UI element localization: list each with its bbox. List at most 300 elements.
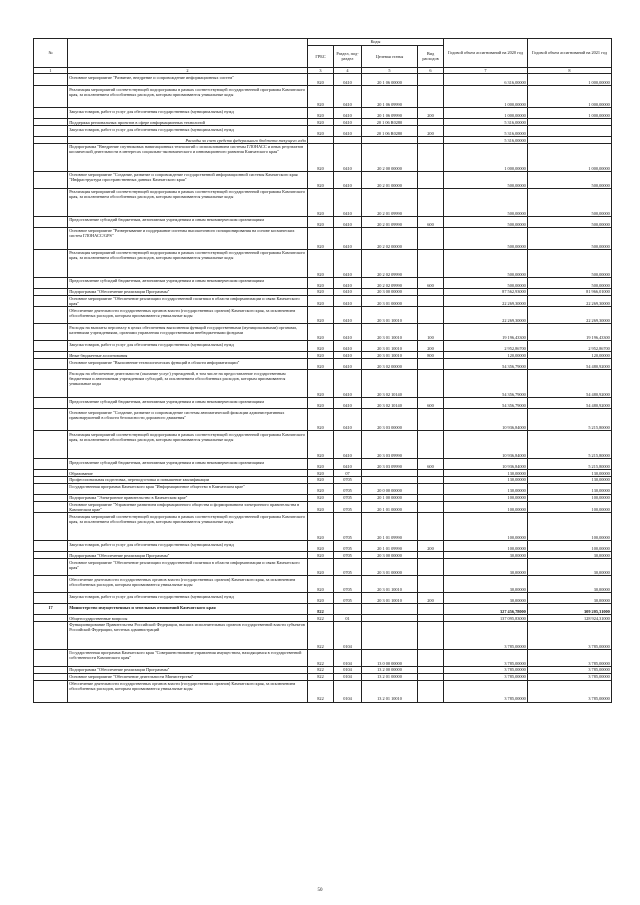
row-name: Предоставление субсидий бюджетным, автономным учреждениям и иным некоммерческим организациям [68, 459, 308, 470]
row-volume-2020: 137 095,83000 [444, 615, 528, 622]
row-number [34, 188, 68, 216]
row-razdel: 0410 [334, 119, 362, 126]
row-grbs: 822 [308, 615, 334, 622]
column-number-row [34, 67, 612, 74]
row-razdel: 0410 [334, 370, 362, 398]
row-volume-2021: 128 924,31000 [528, 615, 612, 622]
row-target-article: 20 3 03 09990 [362, 459, 418, 470]
row-razdel: 0104 [334, 621, 362, 649]
row-number [34, 673, 68, 680]
row-name: Предоставление субсидий бюджетным, автономным учреждениям и иным некоммерческим организациям [68, 398, 308, 409]
row-name: Обеспечение деятельности государственных органов власти (государственных органов) Камчатского края, за исключением обособленных расходов, которым присваиваются уникальные коды [68, 576, 308, 593]
row-razdel [334, 137, 362, 144]
row-expense-type [418, 513, 444, 541]
row-target-article: 20 1 06 R0280 [362, 119, 418, 126]
row-expense-type [418, 249, 444, 277]
row-volume-2020: 10 936,84000 [444, 409, 528, 431]
row-expense-type [418, 137, 444, 144]
row-grbs: 820 [308, 143, 334, 171]
table-row [34, 615, 612, 622]
row-target-article: 20 1 06 00000 [362, 74, 418, 86]
row-number [34, 666, 68, 673]
row-name: Поддержка региональных проектов в сфере информационных технологий [68, 119, 308, 126]
row-expense-type [418, 431, 444, 459]
row-grbs: 820 [308, 352, 334, 359]
row-expense-type: 200 [418, 341, 444, 352]
row-number [34, 494, 68, 501]
row-volume-2020: 3 785,00000 [444, 621, 528, 649]
row-number [34, 307, 68, 324]
row-expense-type [418, 649, 444, 666]
row-volume-2021: 3 785,00000 [528, 666, 612, 673]
table-row [34, 649, 612, 666]
row-volume-2020: 30,00000 [444, 559, 528, 576]
row-volume-2020: 500,00000 [444, 227, 528, 249]
row-grbs: 820 [308, 171, 334, 188]
row-expense-type [418, 188, 444, 216]
row-razdel: 0410 [334, 352, 362, 359]
col-number: 2 [68, 67, 308, 74]
table-row [34, 171, 612, 188]
row-razdel: 0410 [334, 341, 362, 352]
row-razdel: 0410 [334, 126, 362, 137]
row-volume-2021: 5 215,80000 [528, 409, 612, 431]
table-row [34, 604, 612, 615]
row-number [34, 143, 68, 171]
col-number: 3 [308, 67, 334, 74]
row-target-article: 20 2 01 00000 [362, 171, 418, 188]
row-volume-2020: 5 316,00000 [444, 126, 528, 137]
row-target-article: 20 3 01 00000 [362, 559, 418, 576]
row-target-article: 20 3 02 00000 [362, 359, 418, 370]
table-row [34, 288, 612, 295]
row-volume-2020: 500,00000 [444, 188, 528, 216]
row-number [34, 483, 68, 494]
table-row [34, 295, 612, 307]
row-number [34, 431, 68, 459]
row-target-article: 13 2 01 00000 [362, 673, 418, 680]
row-number [34, 108, 68, 119]
row-grbs: 820 [308, 227, 334, 249]
row-razdel: 01 [334, 615, 362, 622]
row-name: Предоставление субсидий бюджетным, автономным учреждениям и иным некоммерческим организациям [68, 277, 308, 288]
header-grbs: ГРБС [308, 45, 334, 67]
row-number [34, 295, 68, 307]
row-target-article: 20 3 03 00000 [362, 409, 418, 431]
row-expense-type [418, 576, 444, 593]
row-expense-type: 200 [418, 541, 444, 552]
row-name: Закупка товаров, работ и услуг для обеспечения государственных (муниципальных) нужд [68, 341, 308, 352]
row-grbs: 820 [308, 501, 334, 513]
row-name: Обеспечение деятельности государственных органов власти (государственных органов) Камчатского края, за исключением обособленных расходов, которым присваиваются уникальные коды [68, 307, 308, 324]
row-volume-2020: 1 000,00000 [444, 143, 528, 171]
header-expense-type: Вид расходов [418, 45, 444, 67]
row-name: Основное мероприятие "Выполнение технологических функций в области информатизации" [68, 359, 308, 370]
row-volume-2021: 120,00000 [528, 352, 612, 359]
row-grbs: 820 [308, 494, 334, 501]
row-volume-2020: 3 785,00000 [444, 673, 528, 680]
row-volume-2020: 130,00000 [444, 477, 528, 484]
row-name: Закупка товаров, работ и услуг для обеспечения государственных (муниципальных) нужд [68, 108, 308, 119]
row-grbs [308, 137, 334, 144]
row-volume-2021: 1 000,00000 [528, 143, 612, 171]
row-number [34, 324, 68, 341]
row-grbs: 820 [308, 307, 334, 324]
table-row [34, 86, 612, 108]
row-name: Подпрограмма "Обеспечение реализации Программы" [68, 288, 308, 295]
row-number [34, 552, 68, 559]
table-row [34, 593, 612, 604]
row-grbs: 820 [308, 459, 334, 470]
row-razdel: 0410 [334, 277, 362, 288]
table-row [34, 513, 612, 541]
row-target-article: 20 3 02 10140 [362, 398, 418, 409]
row-volume-2020: 500,00000 [444, 277, 528, 288]
table-row [34, 431, 612, 459]
row-volume-2021: 500,00000 [528, 277, 612, 288]
row-expense-type [418, 119, 444, 126]
row-grbs: 820 [308, 341, 334, 352]
row-target-article: 20 3 03 09990 [362, 431, 418, 459]
row-target-article: 20 1 06 09990 [362, 108, 418, 119]
row-grbs: 820 [308, 483, 334, 494]
row-volume-2021: 30,00000 [528, 593, 612, 604]
row-razdel: 0104 [334, 680, 362, 702]
row-volume-2021: 500,00000 [528, 188, 612, 216]
table-row [34, 352, 612, 359]
row-volume-2021: 1 000,00000 [528, 74, 612, 86]
table-row [34, 74, 612, 86]
row-name: Подпрограмма "Электронное правительство в Камчатском крае" [68, 494, 308, 501]
row-volume-2021: 5 215,80000 [528, 459, 612, 470]
row-volume-2020: 100,00000 [444, 501, 528, 513]
row-grbs: 820 [308, 513, 334, 541]
row-target-article: 20 1 06 R0280 [362, 126, 418, 137]
table-row [34, 108, 612, 119]
row-volume-2021: 500,00000 [528, 216, 612, 227]
table-row [34, 126, 612, 137]
row-number [34, 137, 68, 144]
row-volume-2021: 100,00000 [528, 501, 612, 513]
row-razdel: 0410 [334, 324, 362, 341]
row-razdel: 0410 [334, 108, 362, 119]
row-razdel: 0104 [334, 649, 362, 666]
row-number [34, 459, 68, 470]
row-target-article [362, 137, 418, 144]
table-row [34, 398, 612, 409]
row-number [34, 513, 68, 541]
row-volume-2020: 327 456,78000 [444, 604, 528, 615]
row-grbs: 820 [308, 398, 334, 409]
row-grbs: 820 [308, 324, 334, 341]
row-number [34, 409, 68, 431]
row-expense-type [418, 604, 444, 615]
row-volume-2021: 100,00000 [528, 513, 612, 541]
row-grbs: 820 [308, 108, 334, 119]
table-row [34, 470, 612, 477]
row-grbs: 820 [308, 559, 334, 576]
row-target-article [362, 477, 418, 484]
row-volume-2020: 3 785,00000 [444, 680, 528, 702]
row-target-article: 20 1 00 00000 [362, 494, 418, 501]
row-volume-2021: 81 966,01000 [528, 288, 612, 295]
row-target-article: 20 2 01 09990 [362, 188, 418, 216]
row-target-article: 20 2 01 09990 [362, 216, 418, 227]
row-expense-type: 200 [418, 593, 444, 604]
table-row [34, 359, 612, 370]
row-volume-2020: 19 196,43300 [444, 324, 528, 341]
row-volume-2020: 1 000,00000 [444, 86, 528, 108]
row-volume-2020: 22 269,30000 [444, 307, 528, 324]
row-expense-type [418, 409, 444, 431]
header-volume-2021: Годовой объем ассигнований на 2021 год [528, 39, 612, 68]
row-name: Обеспечение деятельности государственных органов власти (государственных органов) Камчатского края, за исключением обособленных расходов, которым присваиваются уникальные коды [68, 680, 308, 702]
row-razdel: 0410 [334, 74, 362, 86]
row-number [34, 501, 68, 513]
table-row [34, 559, 612, 576]
row-grbs: 820 [308, 593, 334, 604]
row-number [34, 559, 68, 576]
row-volume-2020: 10 936,84000 [444, 431, 528, 459]
row-number [34, 288, 68, 295]
row-target-article: 20 1 01 00000 [362, 501, 418, 513]
row-razdel: 0705 [334, 501, 362, 513]
row-name: Иные бюджетные ассигнования [68, 352, 308, 359]
row-volume-2021: 30,00000 [528, 576, 612, 593]
row-razdel: 0705 [334, 513, 362, 541]
table-row [34, 370, 612, 398]
row-number [34, 227, 68, 249]
row-expense-type: 800 [418, 352, 444, 359]
table-row [34, 621, 612, 649]
table-row [34, 501, 612, 513]
row-expense-type: 600 [418, 277, 444, 288]
row-razdel: 0410 [334, 227, 362, 249]
row-expense-type [418, 680, 444, 702]
row-volume-2020: 5 316,00000 [444, 119, 528, 126]
row-volume-2021: 54 480,92000 [528, 359, 612, 370]
table-row [34, 409, 612, 431]
row-number [34, 621, 68, 649]
row-target-article: 20 3 00 00000 [362, 288, 418, 295]
row-number [34, 249, 68, 277]
row-volume-2020: 2 952,86700 [444, 341, 528, 352]
row-volume-2020: 6 316,00000 [444, 74, 528, 86]
table-body [34, 67, 612, 702]
row-volume-2020: 1 000,00000 [444, 108, 528, 119]
row-volume-2020: 500,00000 [444, 249, 528, 277]
row-grbs: 822 [308, 604, 334, 615]
row-volume-2020: 10 936,84000 [444, 459, 528, 470]
row-number: 17 [34, 604, 68, 615]
row-target-article: 20 3 01 00000 [362, 295, 418, 307]
row-number [34, 470, 68, 477]
row-razdel: 0104 [334, 673, 362, 680]
row-volume-2021: 5 215,80000 [528, 431, 612, 459]
row-volume-2021: 54 480,92000 [528, 370, 612, 398]
row-razdel: 0410 [334, 307, 362, 324]
row-expense-type [418, 307, 444, 324]
row-expense-type [418, 470, 444, 477]
row-razdel: 0410 [334, 295, 362, 307]
row-razdel: 0705 [334, 483, 362, 494]
row-target-article: 20 2 02 00000 [362, 227, 418, 249]
row-name: Министерство имущественных и земельных отношений Камчатского края [68, 604, 308, 615]
row-razdel: 0705 [334, 576, 362, 593]
budget-allocation-table [33, 38, 612, 703]
row-razdel: 0410 [334, 409, 362, 431]
row-volume-2021 [528, 137, 612, 144]
row-name: Реализация мероприятий соответствующей подпрограммы в рамках соответствующей государственной программы Камчатского края, за исключением обособленных расходов, которым присваиваются уникальные коды [68, 249, 308, 277]
row-target-article: 13 2 00 00000 [362, 666, 418, 673]
row-target-article: 20 3 01 10010 [362, 352, 418, 359]
row-expense-type [418, 86, 444, 108]
table-row [34, 552, 612, 559]
row-name: Основное мероприятие "Обеспечение реализации государственной политики в области информатизации и связи Камчатского края" [68, 295, 308, 307]
row-name: Расходы за счет средств федерального бюджета текущего года [68, 137, 308, 144]
table-row [34, 459, 612, 470]
row-volume-2020: 500,00000 [444, 171, 528, 188]
row-name: Основное мероприятие "Обеспечение деятельности Министерства" [68, 673, 308, 680]
row-razdel: 07 [334, 470, 362, 477]
row-razdel: 0705 [334, 541, 362, 552]
row-razdel: 0705 [334, 494, 362, 501]
row-number [34, 398, 68, 409]
row-volume-2021: 500,00000 [528, 249, 612, 277]
row-volume-2021: 3 785,00000 [528, 649, 612, 666]
row-target-article: 20 1 06 09990 [362, 86, 418, 108]
row-volume-2020: 100,00000 [444, 494, 528, 501]
row-name: Подпрограмма "Внедрение спутниковых навигационных технологий с использованием системы ГЛОНАСС и иных результатов космической деятельности в интересах социально-экономического и инновационного развития Камчатского края" [68, 143, 308, 171]
row-expense-type [418, 477, 444, 484]
table-row [34, 673, 612, 680]
row-grbs: 822 [308, 649, 334, 666]
table-row [34, 249, 612, 277]
row-grbs: 820 [308, 216, 334, 227]
row-name: Расходы на выплаты персоналу в целях обеспечения выполнения функций государственными (муниципальными) органами, казенными учреждениями, органами управления государственными внебюджетными фондами [68, 324, 308, 341]
row-expense-type [418, 552, 444, 559]
row-name: Государственная программа Камчатского края "Информационное общество в Камчатском крае" [68, 483, 308, 494]
header-codes-group: Коды [308, 39, 444, 46]
row-name: Реализация мероприятий соответствующей подпрограммы в рамках соответствующей государственной программы Камчатского края, за исключением обособленных расходов, которым присваиваются уникальные коды [68, 86, 308, 108]
header-target-article: Целевая статья [362, 45, 418, 67]
row-volume-2021 [528, 119, 612, 126]
row-expense-type [418, 227, 444, 249]
row-volume-2020: 30,00000 [444, 593, 528, 604]
row-expense-type: 200 [418, 108, 444, 119]
row-expense-type [418, 621, 444, 649]
row-target-article [362, 604, 418, 615]
row-expense-type [418, 673, 444, 680]
row-razdel: 0410 [334, 86, 362, 108]
row-expense-type: 200 [418, 126, 444, 137]
table-row [34, 137, 612, 144]
row-number [34, 277, 68, 288]
row-razdel: 0705 [334, 477, 362, 484]
table-row [34, 341, 612, 352]
row-volume-2020: 54 356,79000 [444, 398, 528, 409]
row-volume-2021: 54 480,92000 [528, 398, 612, 409]
row-razdel: 0410 [334, 216, 362, 227]
row-target-article: 20 2 02 09990 [362, 249, 418, 277]
row-razdel: 0104 [334, 666, 362, 673]
col-number: 6 [418, 67, 444, 74]
row-volume-2021: 130,00000 [528, 470, 612, 477]
row-razdel: 0410 [334, 288, 362, 295]
row-name: Функционирование Правительства Российской Федерации, высших исполнительных органов государственной власти субъектов Российской Федерации, местных администраций [68, 621, 308, 649]
row-target-article: 20 1 01 09990 [362, 513, 418, 541]
row-volume-2021: 3 785,00000 [528, 680, 612, 702]
row-volume-2021: 130,00000 [528, 483, 612, 494]
row-grbs: 820 [308, 409, 334, 431]
table-row [34, 666, 612, 673]
row-target-article [362, 470, 418, 477]
row-volume-2021: 1 000,00000 [528, 108, 612, 119]
row-grbs: 820 [308, 552, 334, 559]
row-volume-2020: 54 356,79000 [444, 370, 528, 398]
row-name: Закупка товаров, работ и услуг для обеспечения государственных (муниципальных) нужд [68, 126, 308, 137]
table-row [34, 576, 612, 593]
row-number [34, 541, 68, 552]
row-target-article: 20 2 00 00000 [362, 143, 418, 171]
row-razdel: 0410 [334, 359, 362, 370]
page-number: 50 [317, 888, 323, 893]
row-grbs: 820 [308, 74, 334, 86]
row-name: Реализация мероприятий соответствующей подпрограммы в рамках соответствующей государственной программы Камчатского края, за исключением обособленных расходов, которым присваиваются уникальные коды [68, 513, 308, 541]
row-number [34, 352, 68, 359]
table-row [34, 680, 612, 702]
row-number [34, 216, 68, 227]
row-name: Реализация мероприятий соответствующей подпрограммы в рамках соответствующей государственной программы Камчатского края, за исключением обособленных расходов, которым присваиваются уникальные коды [68, 188, 308, 216]
row-number [34, 74, 68, 86]
row-volume-2021: 30,00000 [528, 552, 612, 559]
row-razdel: 0705 [334, 593, 362, 604]
row-number [34, 370, 68, 398]
row-volume-2020: 30,00000 [444, 576, 528, 593]
row-volume-2020: 5 316,00000 [444, 137, 528, 144]
row-target-article: 20 0 00 00000 [362, 483, 418, 494]
row-grbs: 820 [308, 541, 334, 552]
row-number [34, 649, 68, 666]
row-volume-2020: 3 785,00000 [444, 666, 528, 673]
row-volume-2021: 130,00000 [528, 477, 612, 484]
row-volume-2021: 1 000,00000 [528, 86, 612, 108]
row-number [34, 119, 68, 126]
row-volume-2020: 30,00000 [444, 552, 528, 559]
row-grbs: 820 [308, 126, 334, 137]
row-expense-type [418, 359, 444, 370]
table-row [34, 277, 612, 288]
row-grbs: 820 [308, 249, 334, 277]
row-expense-type [418, 666, 444, 673]
table-row [34, 216, 612, 227]
row-name: Основное мероприятие "Создание, развитие и сопровождение системы автоматической фиксации административных правонарушений в области безопасности дорожного движения" [68, 409, 308, 431]
row-number [34, 615, 68, 622]
row-expense-type [418, 501, 444, 513]
row-number [34, 171, 68, 188]
row-expense-type [418, 295, 444, 307]
row-grbs: 820 [308, 370, 334, 398]
row-volume-2021: 309 205,31000 [528, 604, 612, 615]
row-name: Основное мероприятие "Создание, развитие и сопровождение государственной информационной системы Камчатского края "Инфраструктура пространственных данных Камчатского края" [68, 171, 308, 188]
table-row [34, 143, 612, 171]
table-row [34, 477, 612, 484]
row-volume-2020: 500,00000 [444, 216, 528, 227]
row-volume-2021 [528, 126, 612, 137]
row-grbs: 820 [308, 288, 334, 295]
row-grbs: 820 [308, 431, 334, 459]
row-expense-type [418, 615, 444, 622]
